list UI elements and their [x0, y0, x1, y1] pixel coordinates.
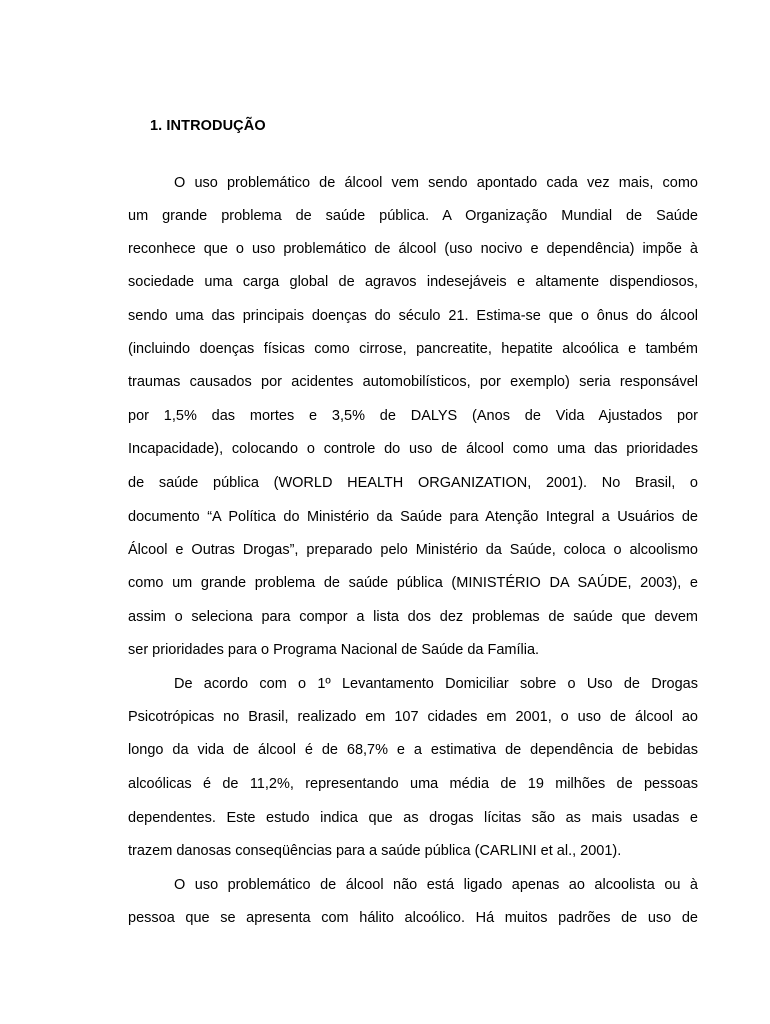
text-line: alcoólicas é de 11,2%, representando uma média de 19 milhões de pessoas	[128, 776, 698, 792]
text-line: De acordo com o 1º Levantamento Domiciliar sobre o Uso de Drogas	[174, 676, 698, 692]
text-line: O uso problemático de álcool vem sendo apontado cada vez mais, como	[174, 175, 698, 191]
text-line: de saúde pública (WORLD HEALTH ORGANIZATION, 2001). No Brasil, o	[128, 475, 698, 491]
text-line: pessoa que se apresenta com hálito alcoólico. Há muitos padrões de uso de	[128, 910, 698, 926]
text-line: longo da vida de álcool é de 68,7% e a estimativa de dependência de bebidas	[128, 742, 698, 758]
text-line: reconhece que o uso problemático de álcool (uso nocivo e dependência) impõe à	[128, 241, 698, 257]
text-line: trazem danosas conseqüências para a saúde pública (CARLINI et al., 2001).	[128, 843, 622, 859]
text-line: sociedade uma carga global de agravos indesejáveis e altamente dispendiosos,	[128, 274, 698, 290]
text-line: dependentes. Este estudo indica que as drogas lícitas são as mais usadas e	[128, 810, 698, 826]
text-line: O uso problemático de álcool não está ligado apenas ao alcoolista ou à	[174, 877, 698, 893]
text-line: traumas causados por acidentes automobilísticos, por exemplo) seria responsável	[128, 374, 698, 390]
text-line: documento “A Política do Ministério da Saúde para Atenção Integral a Usuários de	[128, 509, 698, 525]
text-line: Psicotrópicas no Brasil, realizado em 107 cidades em 2001, o uso de álcool ao	[128, 709, 698, 725]
text-line: sendo uma das principais doenças do século 21. Estima-se que o ônus do álcool	[128, 308, 698, 324]
text-line: por 1,5% das mortes e 3,5% de DALYS (Anos de Vida Ajustados por	[128, 408, 698, 424]
text-line: ser prioridades para o Programa Nacional de Saúde da Família.	[128, 642, 540, 658]
text-line: Álcool e Outras Drogas”, preparado pelo Ministério da Saúde, coloca o alcoolismo	[128, 542, 698, 558]
text-line: como um grande problema de saúde pública (MINISTÉRIO DA SAÚDE, 2003), e	[128, 575, 698, 591]
text-line: assim o seleciona para compor a lista dos dez problemas de saúde que devem	[128, 609, 698, 625]
text-line: Incapacidade), colocando o controle do uso de álcool como uma das prioridades	[128, 441, 698, 457]
text-line: (incluindo doenças físicas como cirrose, pancreatite, hepatite alcoólica e também	[128, 341, 698, 357]
text-line: um grande problema de saúde pública. A Organização Mundial de Saúde	[128, 208, 698, 224]
section-heading: 1. INTRODUÇÃO	[150, 118, 266, 134]
